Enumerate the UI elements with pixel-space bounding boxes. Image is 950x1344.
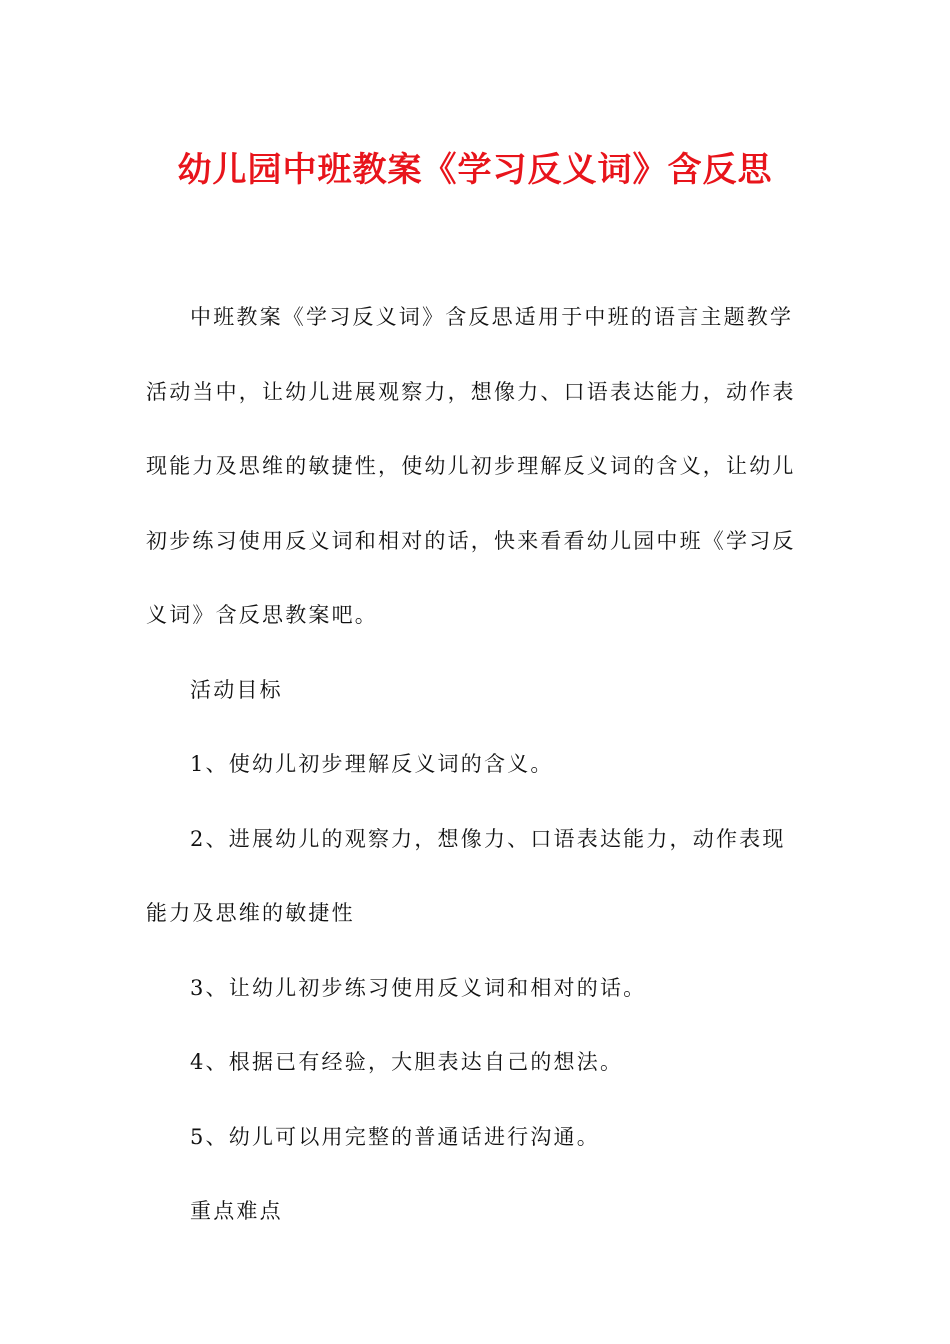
section-heading-activity-goals: 活动目标 (190, 677, 283, 702)
goal-item-4: 4、根据已有经验，大胆表达自己的想法。 (190, 1050, 624, 1074)
goal-item-1: 1、使幼儿初步理解反义词的含义。 (190, 752, 554, 776)
goal-item-2: 2、进展幼儿的观察力，想像力、口语表达能力，动作表现能力及思维的敏捷性 (146, 826, 786, 925)
intro-paragraph: 中班教案《学习反义词》含反思适用于中班的语言主题教学活动当中，让幼儿进展观察力，想像力、口语表达能力，动作表现能力及思维的敏捷性，使幼儿初步理解反义词的含义，让幼儿初步练习使用反义词和相对的话，快来看看幼儿园中班《学习反义词》含反思教案吧。 (146, 305, 796, 627)
section-heading-key-points: 重点难点 (190, 1199, 283, 1223)
goal-item-3: 3、让幼儿初步练习使用反义词和相对的话。 (190, 975, 647, 1000)
goal-item-5: 5、幼儿可以用完整的普通话进行沟通。 (190, 1124, 600, 1149)
document-body (146, 280, 806, 1249)
document-title: 幼儿园中班教案《学习反义词》含反思 (177, 150, 773, 190)
